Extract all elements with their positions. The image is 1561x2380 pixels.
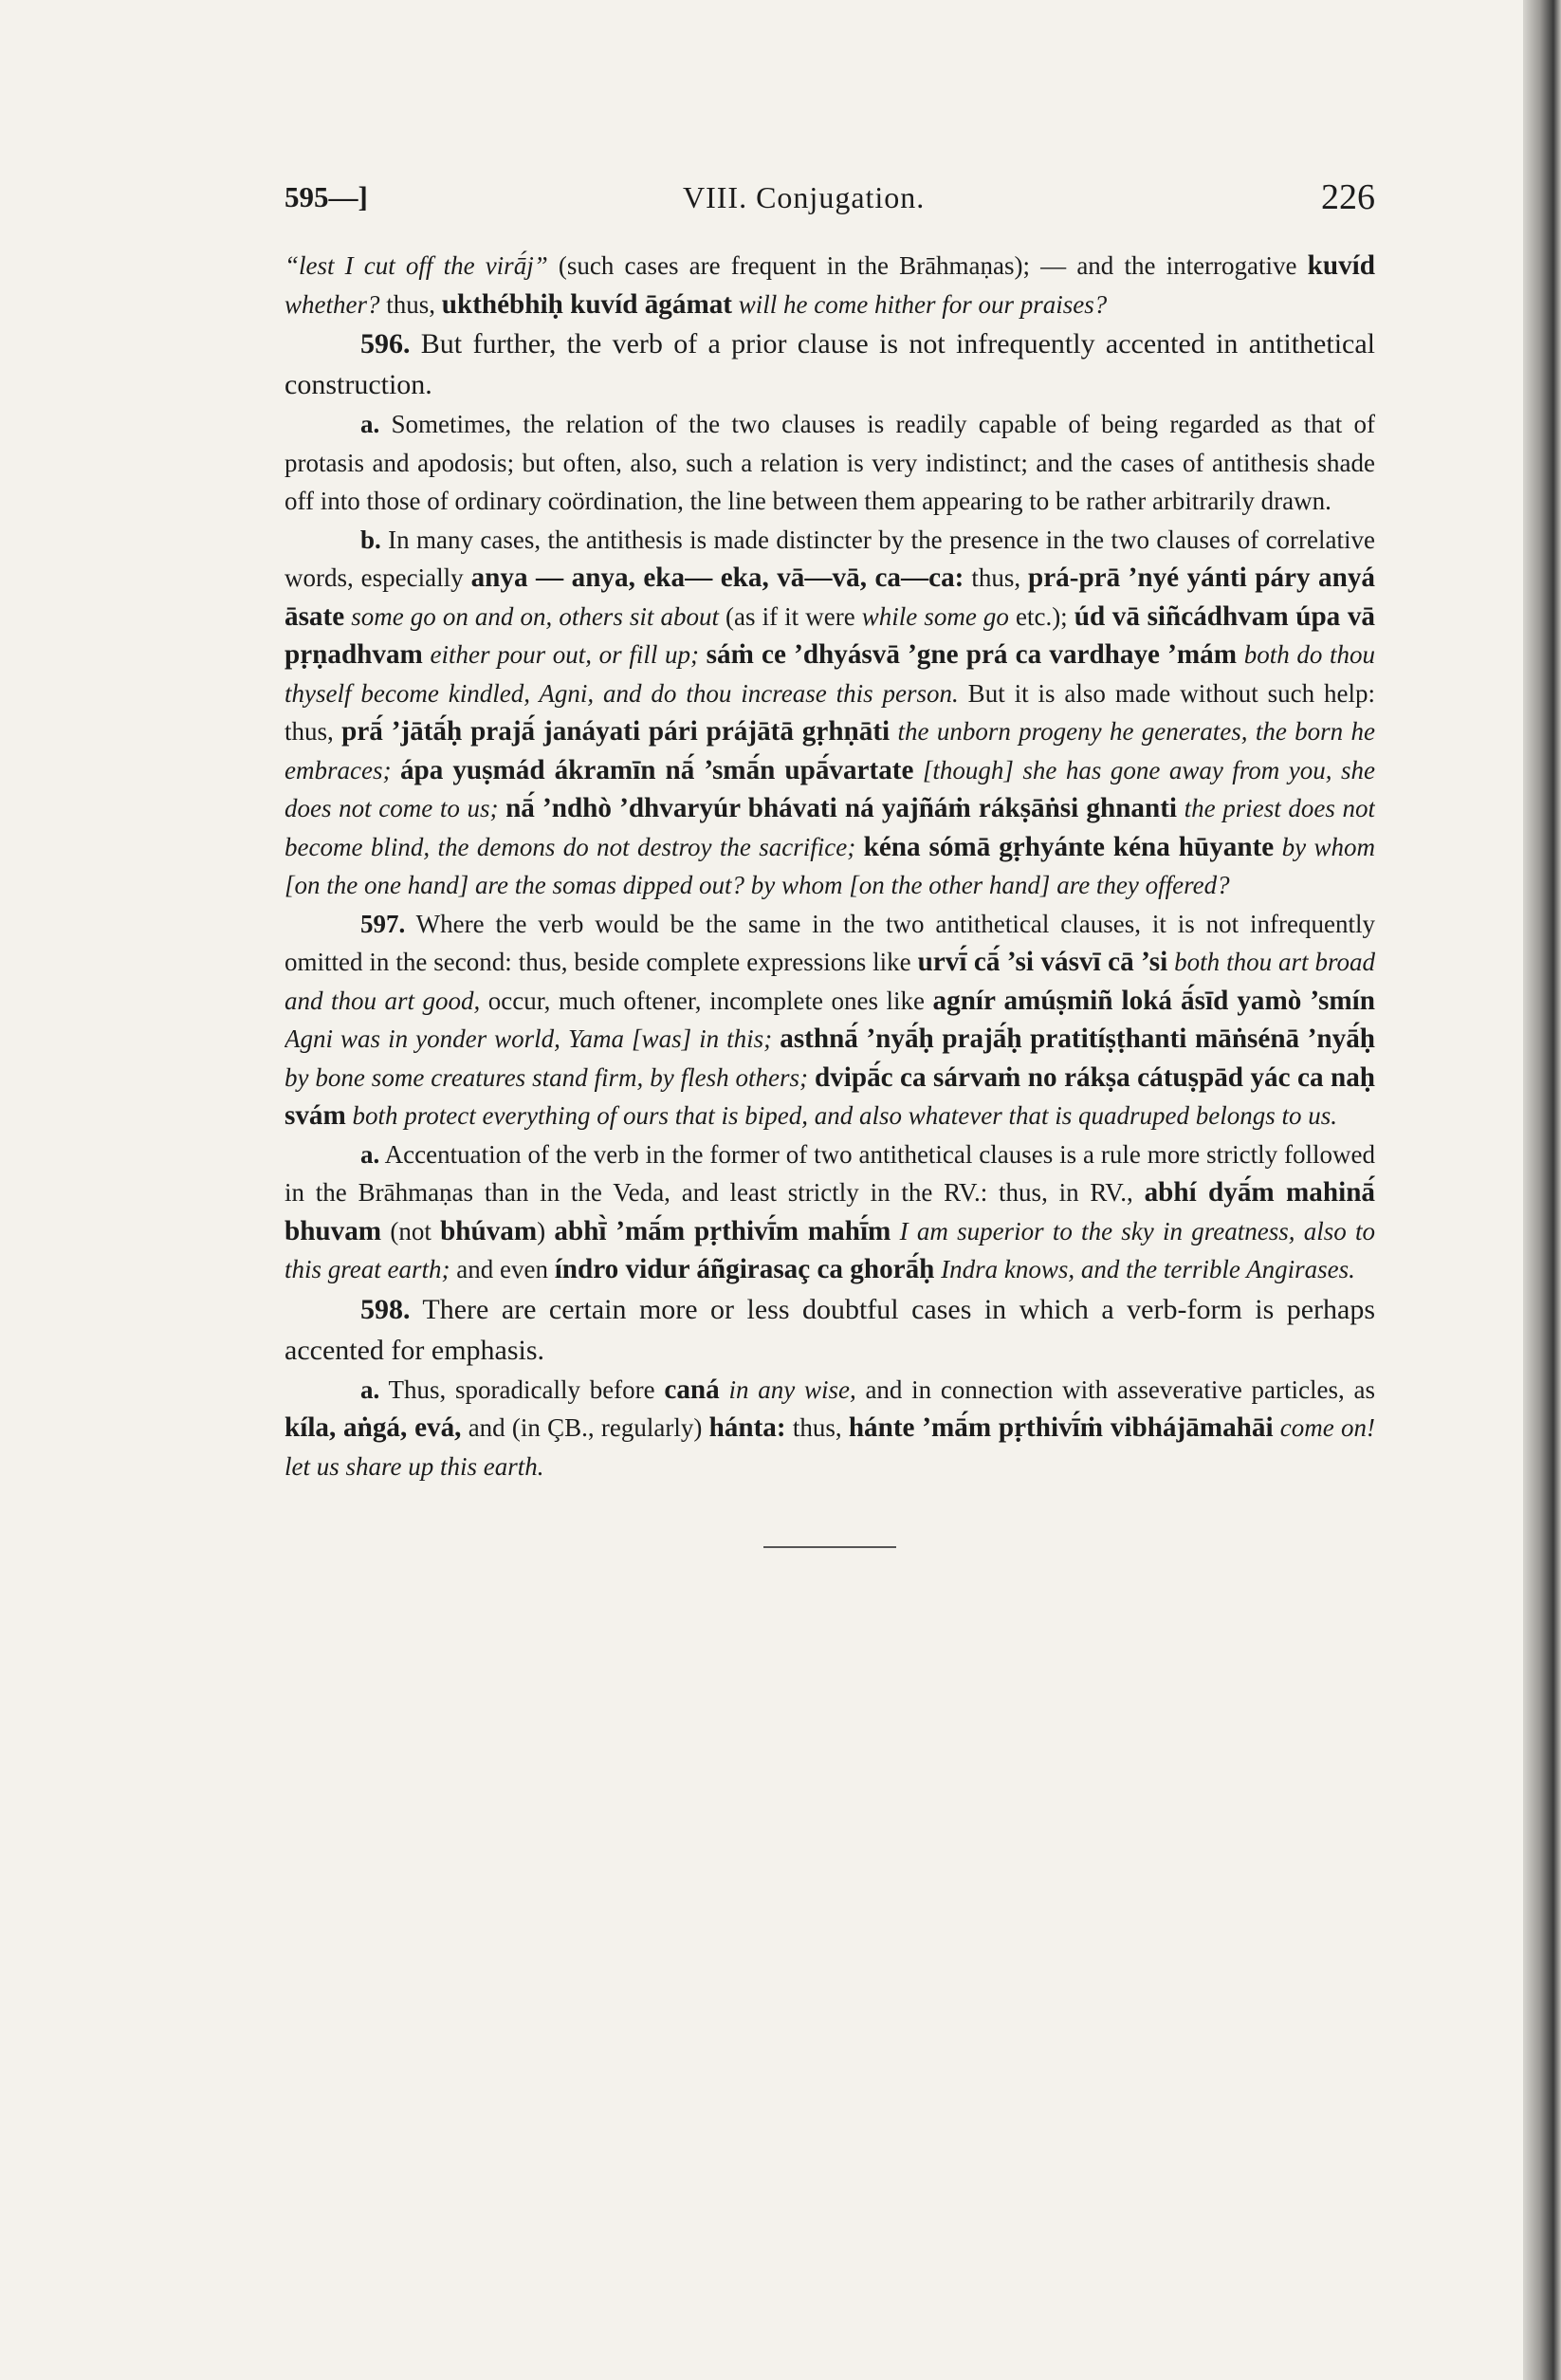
translation: both thou art broad and thou art good, xyxy=(285,948,1375,1015)
text-run xyxy=(1237,640,1244,669)
paragraph-596a xyxy=(285,405,1375,521)
sanskrit-term: caná xyxy=(664,1374,720,1405)
sanskrit-term: ukthébhiḥ kuvíd āgámat xyxy=(441,288,733,320)
translation: by whom [on the one hand] are the somas dipped out? by whom [on the other hand] are they offered? xyxy=(285,832,1375,899)
text-run: thus, xyxy=(964,563,1029,592)
text-run xyxy=(498,794,505,822)
paragraph-598 xyxy=(285,1289,1375,1371)
sanskrit-term: ápa yuṣmád ákramīn nā́ ’smā́n upā́vartate xyxy=(399,754,914,785)
text-run: thus, xyxy=(785,1413,849,1442)
text-run: and in connection with asseverative particles, as xyxy=(855,1374,1375,1404)
page-number: 226 xyxy=(1321,177,1375,217)
sanskrit-term: nā́ ’ndhò ’dhvaryúr bhávati ná yajñáṁ rákṣāṅsi ghnanti xyxy=(505,793,1178,823)
text-run: But it is also made without such help: thus, xyxy=(285,678,1375,746)
text-run: Sometimes, the relation of the two clauses is readily capable of being regarded as that of protasis and apodosis; but often, also, such a relation is very indistinct; and the cases of antithesis shade off into those of ordinary coördination, the line between them appearing to be rather arbitrarily drawn. xyxy=(285,410,1375,515)
text-run xyxy=(732,290,739,319)
text-run: and even xyxy=(450,1255,555,1283)
paragraph-596b xyxy=(285,521,1375,905)
sanskrit-term: urvī́ cā́ ’si vásvī cā ’si xyxy=(917,947,1168,977)
text-run: (not xyxy=(381,1216,441,1245)
paragraph-598a xyxy=(285,1371,1375,1486)
sanskrit-term: sáṁ ce ’dhyásvā ’gne prá ca vardhaye ’mám xyxy=(706,639,1238,670)
translation: Indra knows, and the terrible Angirases. xyxy=(941,1255,1355,1283)
text-run: etc.); xyxy=(1008,601,1074,631)
sanskrit-term: abhí dyā́m mahinā́ bhuvam xyxy=(285,1177,1375,1246)
section-reference: 595—] xyxy=(285,180,368,213)
text-run xyxy=(1177,794,1185,822)
translation: Agni was in yonder world, Yama [was] in this; xyxy=(285,1024,773,1053)
sanskrit-term: agnír amúṣmiñ loká ā́sīd yamò ’smín xyxy=(932,985,1375,1016)
translation: will he come hither for our praises? xyxy=(738,289,1108,319)
paragraph-596 xyxy=(285,323,1375,405)
text-run xyxy=(855,833,863,861)
sanskrit-term: anya — anya, eka— eka, vā—vā, ca—ca: xyxy=(470,563,964,593)
text-run: Where the verb would be the same in the two antithetical clauses, it is not infrequently omitted in the second: thus, beside complete expressions like xyxy=(285,909,1375,976)
translation: some go on and on, others sit about xyxy=(351,601,719,631)
text-run xyxy=(808,1063,815,1092)
sanskrit-term: dvipā́c ca sárvaṁ no rákṣa cátuṣpād yác ca naḥ svám xyxy=(285,1061,1375,1131)
sanskrit-term: hánta: xyxy=(708,1412,786,1443)
paragraph-597 xyxy=(285,905,1375,1135)
translation: I am superior to the sky in greatness, also to this great earth; xyxy=(285,1216,1375,1283)
sanskrit-term: abhī̀ ’mā́m pṛthivī́m mahī́m xyxy=(554,1215,891,1246)
translation: in any wise, xyxy=(728,1374,856,1404)
section-number: a. xyxy=(360,1374,380,1404)
text-run xyxy=(720,1375,729,1404)
translation: both protect everything of ours that is biped, and also whatever that is quadruped belongs to us. xyxy=(352,1101,1337,1130)
book-page xyxy=(285,142,1375,2286)
translation: both do thou thyself become kindled, Agni, and do thou increase this person. xyxy=(285,640,1375,708)
section-number: 597. xyxy=(360,909,406,938)
text-run: thus, xyxy=(379,289,442,319)
text-run: and (in ÇB., regularly) xyxy=(461,1413,709,1442)
text-run xyxy=(890,717,897,746)
sanskrit-term: prā́ ’jātā́ḥ prajā́ janáyati pári prájātā gṛhṇāti xyxy=(341,716,891,747)
text-run xyxy=(1274,833,1281,861)
translation: by bone some creatures stand firm, by flesh others; xyxy=(285,1062,809,1092)
section-number: 598. xyxy=(360,1293,411,1325)
sanskrit-term: úd vā siñcádhvam úpa vā pṛṇadhvam xyxy=(285,600,1375,670)
text-run xyxy=(699,640,707,669)
body-text xyxy=(285,247,1375,1485)
translation: while some go xyxy=(861,601,1009,631)
text-run: (as if it were xyxy=(718,601,862,631)
text-run: Accentuation of the verb in the former of two antithetical clauses is a rule more strictly followed in the Brāhmaṇas than in the Veda, and least strictly in the RV.: thus, in RV., xyxy=(285,1139,1375,1207)
sanskrit-term: kuvíd xyxy=(1307,250,1375,281)
sanskrit-term: índro vidur áñgirasaç ca ghorā́ḥ xyxy=(554,1254,935,1284)
translation: “lest I cut off the virā́j” xyxy=(285,251,548,280)
text-run: ) xyxy=(537,1216,555,1245)
text-run xyxy=(1274,1413,1280,1442)
sanskrit-term: bhúvam xyxy=(440,1215,538,1246)
chapter-title: VIII. Conjugation. xyxy=(683,180,926,214)
paragraph-595-continued xyxy=(285,247,1375,323)
scan-edge-shadow xyxy=(1523,0,1561,2380)
sanskrit-term: prá-prā ’nyé yánti páry anyá āsate xyxy=(285,563,1375,632)
end-rule xyxy=(763,1546,896,1548)
text-run: In many cases, the antithesis is made distincter by the presence in the two clauses of correlative words, especially xyxy=(285,525,1375,592)
text-run: occur, much oftener, incomplete ones like xyxy=(480,986,933,1015)
text-run xyxy=(391,756,399,784)
sanskrit-term: asthnā́ ’nyā́ḥ prajā́ḥ pratitíṣṭhanti māṅsénā ’nyā́ḥ xyxy=(780,1024,1375,1054)
translation: [though] she has gone away from you, she does not come to us; xyxy=(285,755,1375,822)
sanskrit-term: hánte ’mā́m pṛthivī́ṁ vibhájāmahāi xyxy=(848,1412,1274,1443)
text-run: But further, the verb of a prior clause is not infrequently accented in antithetical construction. xyxy=(285,328,1375,400)
translation: the priest does not become blind, the demons do not destroy the sacrifice; xyxy=(285,794,1375,861)
text-run xyxy=(891,1217,899,1245)
section-number: a. xyxy=(360,1139,380,1169)
text-run xyxy=(346,1101,353,1130)
section-number: 596. xyxy=(360,328,411,360)
text-run xyxy=(913,756,922,784)
text-run: There are certain more or less doubtful cases in which a verb-form is perhaps accented for emphasis. xyxy=(285,1293,1375,1366)
translation: either pour out, or fill up; xyxy=(430,640,699,669)
sanskrit-term: kíla, aṅgá, evá, xyxy=(285,1412,462,1443)
text-run: Thus, sporadically before xyxy=(379,1374,665,1404)
translation: the unborn progeny he generates, the born he embraces; xyxy=(285,717,1375,784)
running-header xyxy=(285,142,1375,218)
translation: come on! let us share up this earth. xyxy=(285,1413,1375,1481)
translation: whether? xyxy=(285,289,380,319)
section-number: b. xyxy=(360,525,381,554)
sanskrit-term: kéna sómā gṛhyánte kéna hūyante xyxy=(863,831,1275,862)
paragraph-597a xyxy=(285,1135,1375,1289)
section-number: a. xyxy=(360,410,380,438)
text-run: (such cases are frequent in the Brāhmaṇas); — and the interrogative xyxy=(547,251,1308,280)
